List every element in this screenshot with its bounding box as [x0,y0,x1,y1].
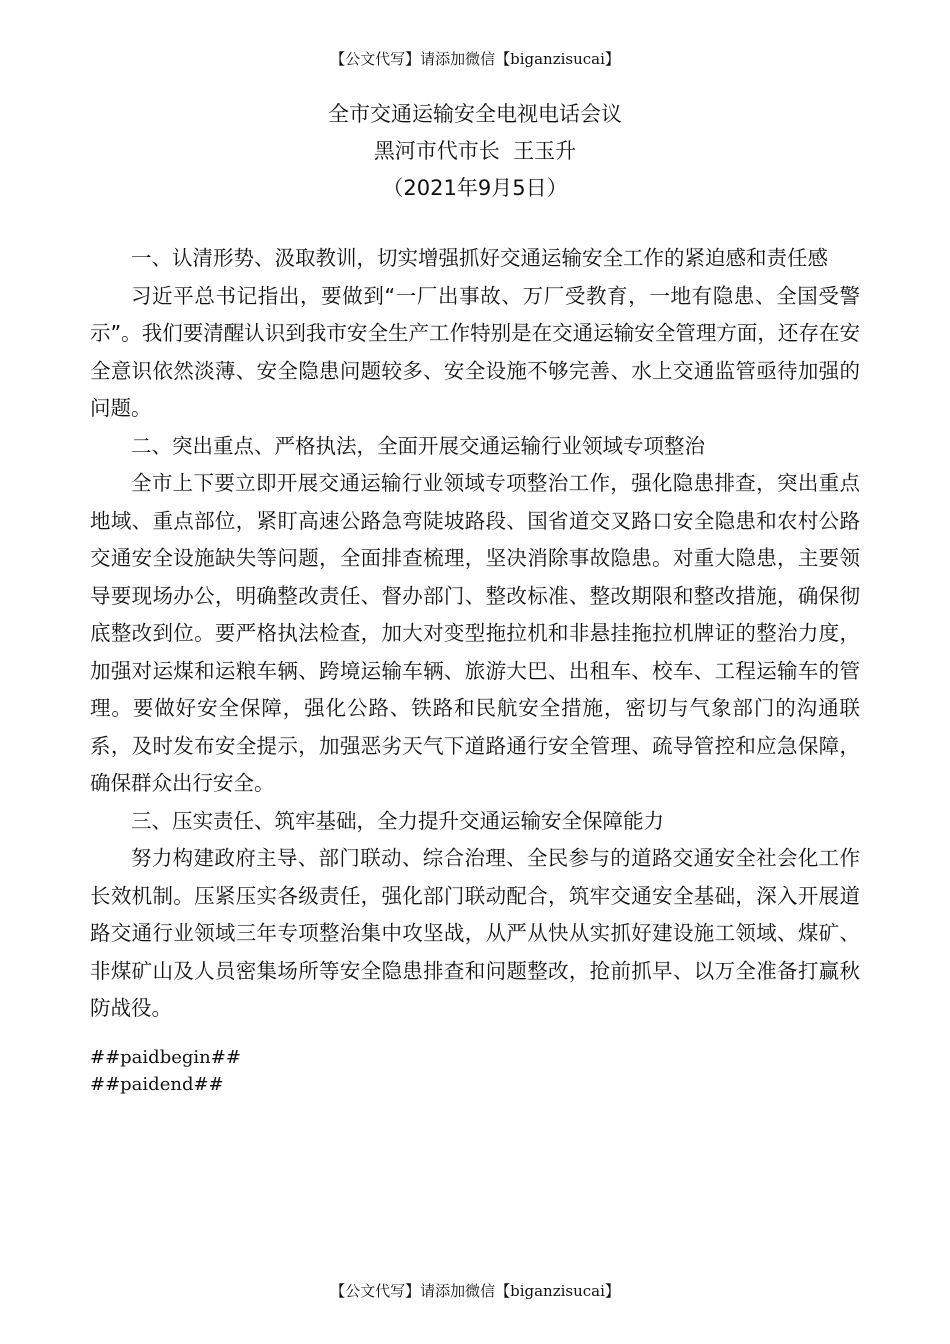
paragraph-1: 习近平总书记指出，要做到“一厂出事故、万厂受教育，一地有隐患、全国受警示”。我们要清醒认识到我市安全生产工作特别是在交通运输安全管理方面，还存在安全意识依然淡薄、安全隐患问题较多、安全设施不够完善、水上交通监管亟待加强的问题。 [90,283,860,420]
paragraph-2: 全市上下要立即开展交通运输行业领域专项整治工作，强化隐患排查，突出重点地域、重点部位，紧盯高速公路急弯陡坡路段、国省道交叉路口安全隐患和农村公路交通安全设施缺失等问题，全面排查梳理，坚决消除事故隐患。对重大隐患，主要领导要现场办公，明确整改责任、督办部门、整改标准、整改期限和整改措施，确保彻底整改到位。要严格执法检查，加大对变型拖拉机和非悬挂拖拉机牌证的整治力度，加强对运煤和运粮车辆、跨境运输车辆、旅游大巴、出租车、校车、工程运输车的管理。要做好安全保障，强化公路、铁路和民航安全措施，密切与气象部门的沟通联系，及时发布安全提示，加强恶劣天气下道路通行安全管理、疏导管控和应急保障，确保群众出行安全。 [90,471,860,795]
section-heading-1: 一、认清形势、汲取教训，切实增强抓好交通运输安全工作的紧迫感和责任感 [131,246,828,270]
watermark-header: 【公文代写】请添加微信【biganzisucai】 [330,50,620,68]
section-heading-3: 三、压实责任、筑牢基础，全力提升交通运输安全保障能力 [131,808,664,833]
paid-begin-marker: ##paidbegin## [90,1047,241,1068]
paragraph-3: 努力构建政府主导、部门联动、综合治理、全民参与的道路交通安全社会化工作长效机制。压紧压实各级责任，强化部门联动配合，筑牢交通安全基础，深入开展道路交通行业领域三年专项整治集中攻坚战，从严从快从实抓好建设施工领域、煤矿、非煤矿山及人员密集场所等安全隐患排查和问题整改，抢前抓早、以万全准备打赢秋防战役。 [90,846,860,1020]
document-title: 全市交通运输安全电视电话会议 [328,102,622,126]
document-body [90,240,860,1028]
paid-end-marker: ##paidend## [90,1074,224,1095]
section-heading-2: 二、突出重点、严格执法，全面开展交通运输行业领域专项整治 [131,433,705,458]
document-header [0,96,950,207]
speaker-line: 黑河市代市长 王玉升 [373,139,577,163]
date-line: （2021年9月5日） [382,176,568,200]
watermark-footer: 【公文代写】请添加微信【biganzisucai】 [330,1282,620,1300]
